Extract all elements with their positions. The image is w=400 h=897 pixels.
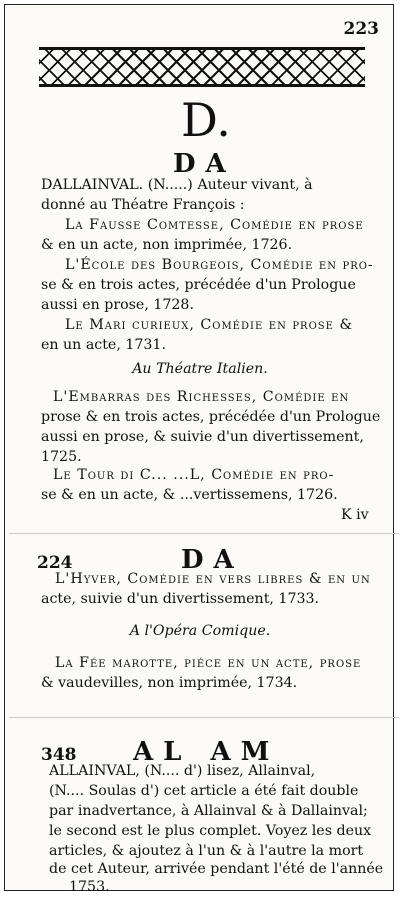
entry-line: 1753. — [69, 879, 110, 895]
running-head-top: DA — [173, 149, 236, 179]
entry-line: L'Hyver, Comédie en vers libres & en un — [55, 571, 371, 587]
entry-line: L'École des Bourgeois, Comédie en pro- — [65, 257, 374, 273]
entry-line: & vaudevilles, non imprimée, 1734. — [41, 675, 298, 691]
entry-line: articles, & ajoutez à l'un & à l'autre la mort — [49, 843, 364, 859]
entry-line: par inadvertance, à Allainval & à Dallainval; — [49, 803, 368, 819]
page-separator — [9, 717, 399, 718]
entry-line: se & en un acte, & ...vertissemens, 1726. — [41, 487, 338, 503]
section-title: Au Théatre Italien. — [132, 361, 268, 377]
entry-line: La Fée marotte, piéce en un acte, prose — [55, 655, 362, 671]
running-head-bottom: AL AM — [133, 737, 280, 767]
entry-line: en un acte, 1731. — [41, 337, 166, 353]
entry-line: aussi en prose, 1728. — [41, 297, 194, 313]
entry-line: (N.... Soulas d') cet article a été fait double — [49, 783, 359, 799]
page-number-top: 223 — [343, 19, 379, 39]
entry-line: donné au Théatre François : — [41, 197, 245, 213]
page-number-bottom: 348 — [41, 745, 77, 765]
ornament-band — [39, 47, 365, 87]
entry-line: 1725. — [41, 449, 82, 465]
entry-line: ALLAINVAL, (N.... d') lisez, Allainval, — [49, 763, 316, 779]
entry-line: DALLAINVAL. (N.....) Auteur vivant, à — [41, 177, 313, 193]
entry-line: aussi en prose, & suivie d'un divertissement, — [41, 429, 364, 445]
entry-line: prose & en trois actes, précédée d'un Prologue — [41, 409, 381, 425]
entry-line: Le Tour di C... ...L, Comédie en pro- — [53, 467, 335, 483]
running-head-mid: DA — [181, 545, 244, 575]
entry-line: La Fausse Comtesse, Comédie en prose — [65, 217, 364, 233]
entry-line: de cet Auteur, arrivée pendant l'été de l'année — [49, 861, 384, 877]
entry-line: le second est le plus complet. Voyez les deux — [49, 823, 372, 839]
entry-line: Le Mari curieux, Comédie en prose & — [65, 317, 354, 333]
signature-mark: K iv — [341, 507, 369, 523]
entry-line: acte, suivie d'un divertissement, 1733. — [41, 591, 320, 607]
section-letter: D. — [181, 93, 231, 147]
page-separator — [9, 533, 399, 534]
entry-line: se & en trois actes, précédée d'un Prologue — [41, 277, 356, 293]
section-title: A l'Opéra Comique. — [129, 623, 271, 639]
entry-line: L'Embarras des Richesses, Comédie en — [53, 389, 350, 405]
entry-line: & en un acte, non imprimée, 1726. — [41, 237, 293, 253]
document-frame — [4, 4, 394, 895]
page-number-mid: 224 — [37, 553, 73, 573]
